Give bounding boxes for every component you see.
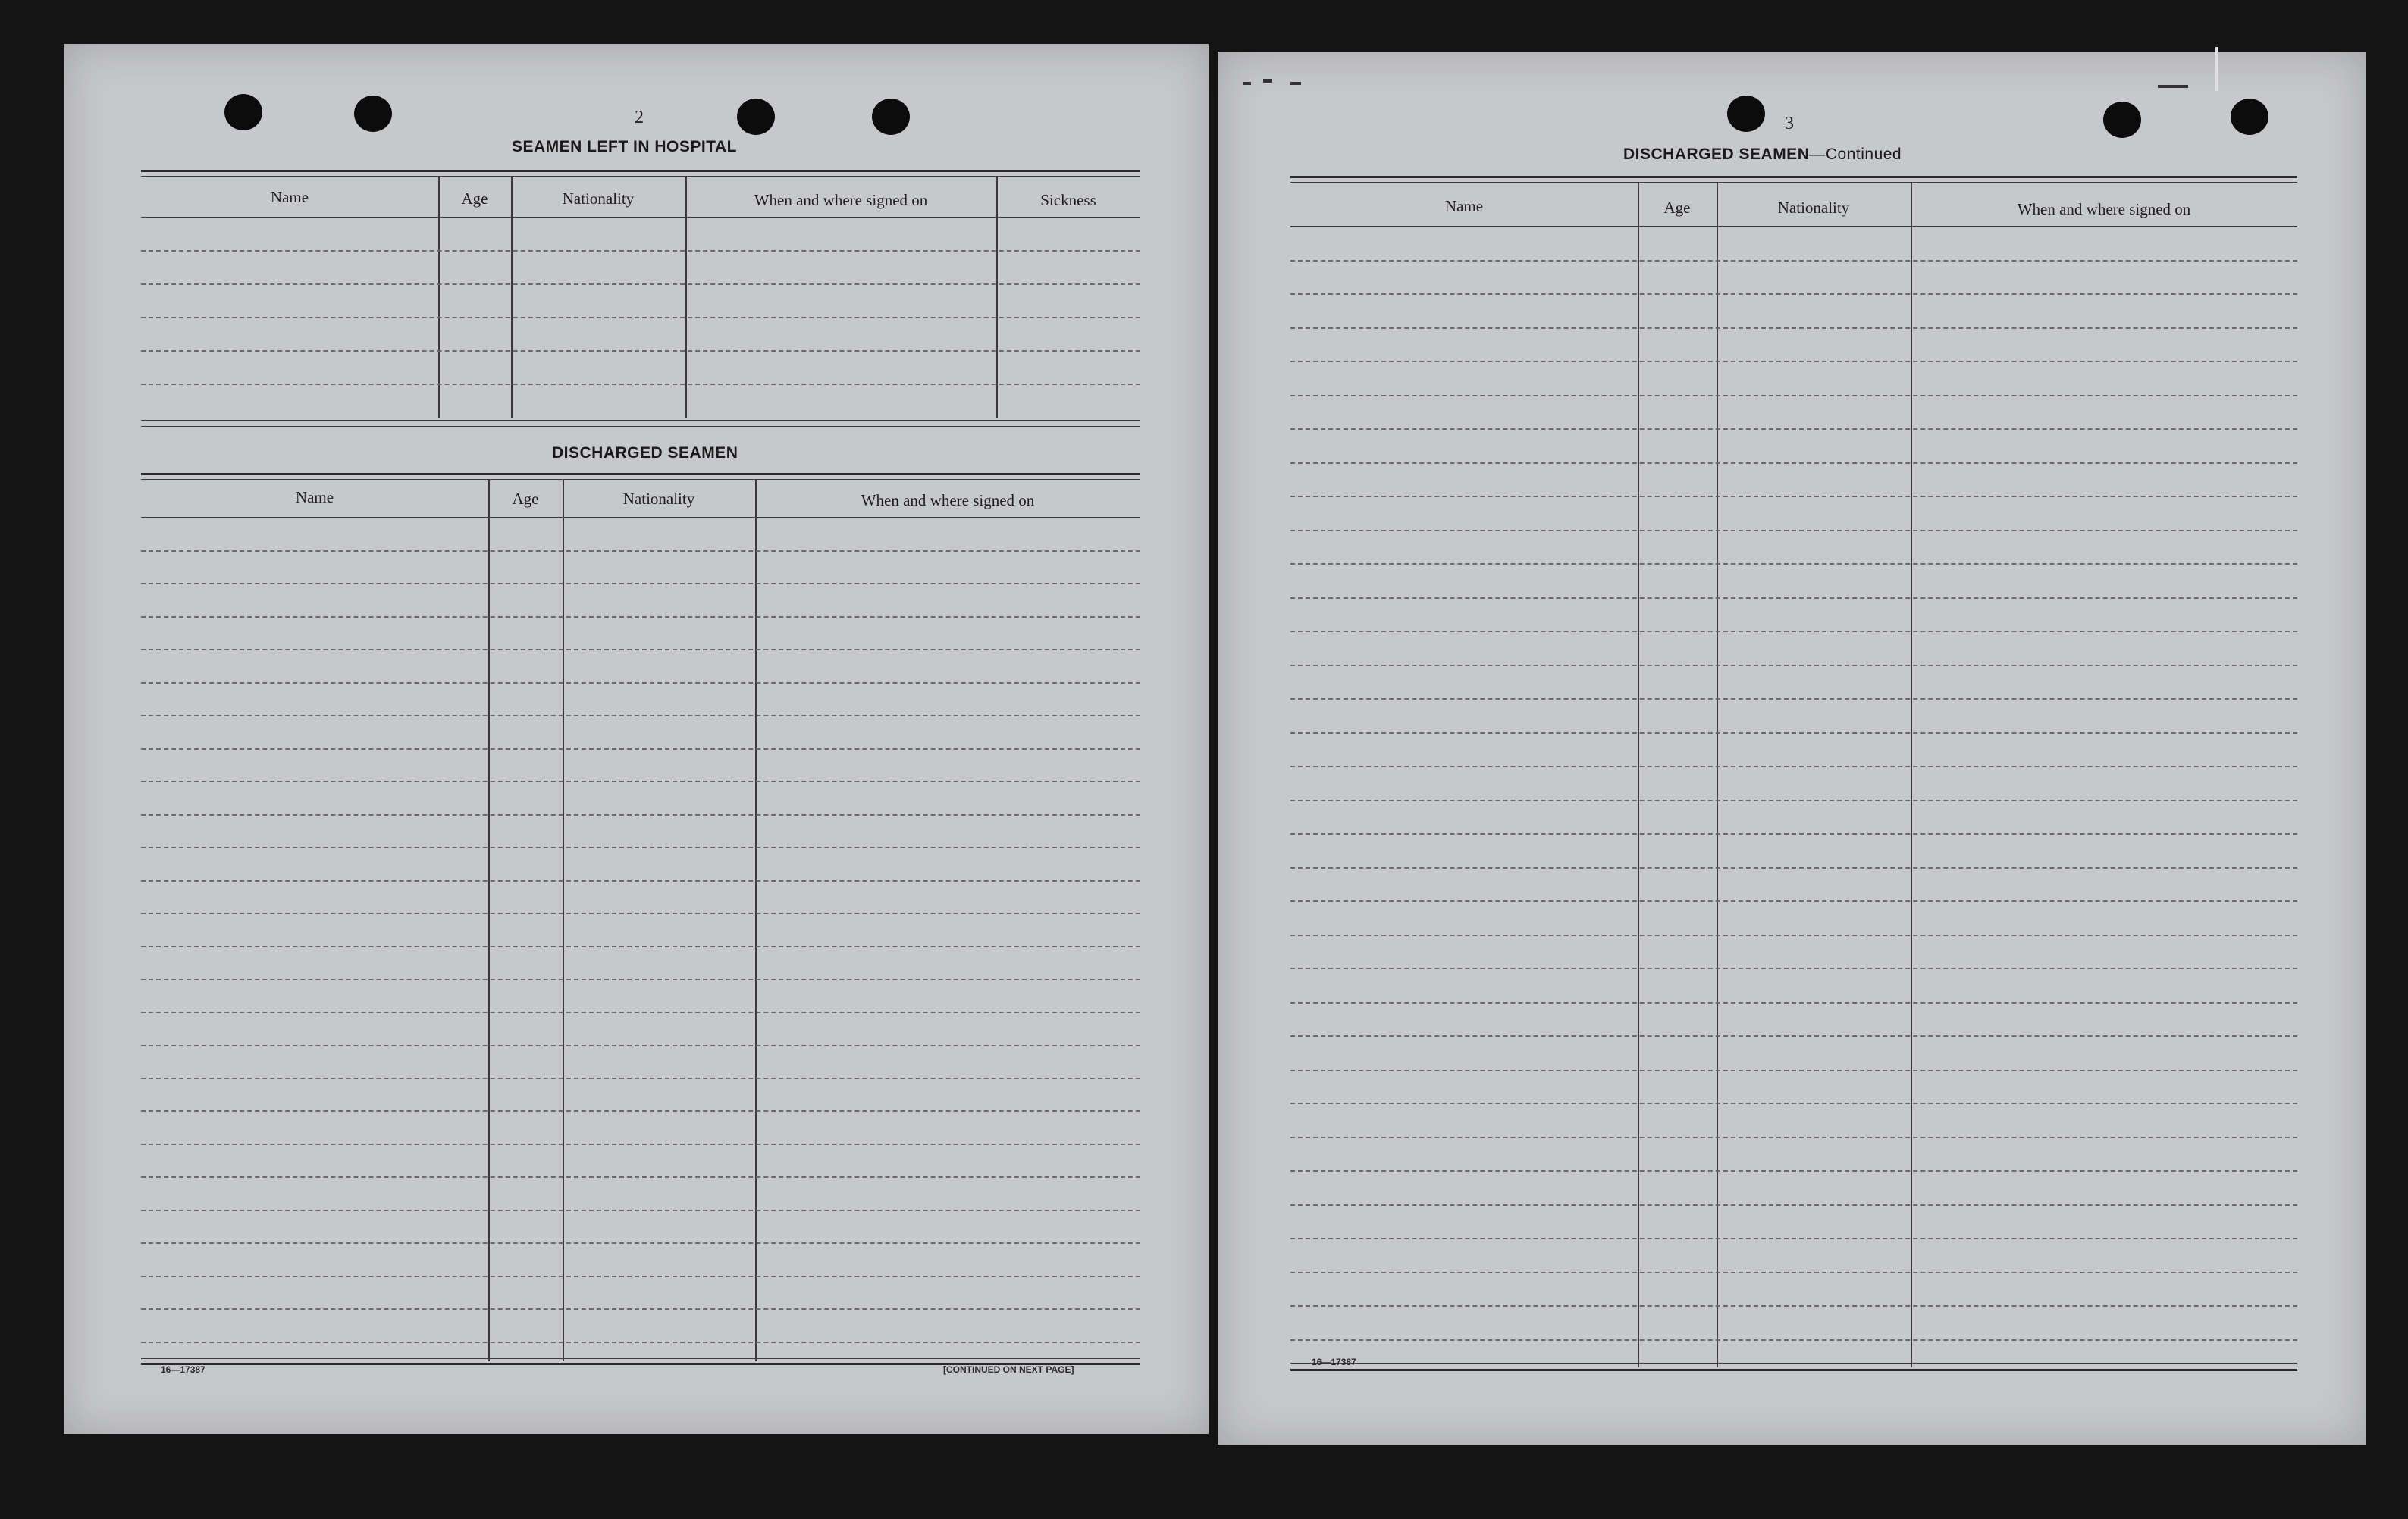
- form-number: 16—17387: [161, 1364, 205, 1375]
- table-row: [1290, 260, 2297, 262]
- table-row: [1290, 1305, 2297, 1307]
- table-row: [1290, 597, 2297, 599]
- table-row: [1290, 395, 2297, 396]
- table-row: [141, 979, 1140, 980]
- table-row: [141, 1144, 1140, 1145]
- table-bottom-rule: [141, 1358, 1140, 1359]
- table-row: [141, 1242, 1140, 1244]
- hospital-rows: [141, 217, 1140, 421]
- table-bottom-rule: [141, 426, 1140, 427]
- staple-mark: [2215, 47, 2218, 91]
- page-number: 3: [1785, 114, 1794, 133]
- table-row: [1290, 833, 2297, 835]
- table-row: [141, 1045, 1140, 1046]
- table-row: [141, 1012, 1140, 1013]
- table-row: [141, 814, 1140, 816]
- punch-hole: [2103, 102, 2141, 138]
- table-row: [1290, 1070, 2297, 1071]
- table-row: [141, 1276, 1140, 1277]
- ink-mark: [1243, 82, 1251, 85]
- table-row: [1290, 1339, 2297, 1341]
- table-row: [1290, 1170, 2297, 1172]
- table-row: [1290, 496, 2297, 497]
- table-row: [141, 350, 1140, 352]
- table-row: [1290, 665, 2297, 666]
- discharged-table-continued: [1290, 176, 2297, 1419]
- column-header-signed-on: When and where signed on: [2017, 200, 2191, 218]
- hospital-section-title: SEAMEN LEFT IN HOSPITAL: [512, 138, 737, 155]
- ink-mark: [1263, 79, 1272, 83]
- table-top-rule: [141, 170, 1140, 172]
- column-header-name: Name: [270, 188, 309, 206]
- table-row: [141, 384, 1140, 385]
- continued-note: [CONTINUED ON NEXT PAGE]: [943, 1364, 1074, 1375]
- table-row: [141, 649, 1140, 650]
- table-row: [1290, 361, 2297, 362]
- table-row: [141, 1078, 1140, 1079]
- table-row: [141, 616, 1140, 618]
- punch-hole: [354, 96, 392, 132]
- table-row: [141, 715, 1140, 716]
- table-row: [1290, 1238, 2297, 1239]
- discharged-rows: [1290, 226, 2297, 1363]
- column-header-sickness: Sickness: [1040, 191, 1096, 209]
- page-number: 2: [635, 108, 644, 127]
- table-top-rule: [1290, 182, 2297, 183]
- discharged-section-title: DISCHARGED SEAMEN: [552, 444, 738, 462]
- table-row: [141, 283, 1140, 285]
- table-row: [1290, 462, 2297, 464]
- table-row: [141, 880, 1140, 882]
- discharged-rows: [141, 517, 1140, 1358]
- table-row: [1290, 732, 2297, 734]
- discharged-title-main: DISCHARGED SEAMEN: [1623, 146, 1810, 163]
- punch-hole: [872, 99, 910, 135]
- table-row: [141, 550, 1140, 552]
- column-header-age: Age: [1663, 199, 1691, 217]
- table-row: [1290, 1002, 2297, 1004]
- table-row: [1290, 968, 2297, 969]
- table-row: [1290, 428, 2297, 430]
- table-row: [1290, 900, 2297, 902]
- table-row: [1290, 1103, 2297, 1104]
- table-row: [1290, 1035, 2297, 1037]
- table-bottom-rule: [1290, 1363, 2297, 1364]
- table-row: [141, 847, 1140, 848]
- table-row: [1290, 327, 2297, 329]
- table-row: [1290, 867, 2297, 869]
- column-header-name: Name: [295, 488, 334, 506]
- discharged-section-title: [1623, 146, 1902, 164]
- table-row: [141, 1210, 1140, 1211]
- column-header-nationality: Nationality: [562, 189, 635, 208]
- table-row: [141, 748, 1140, 750]
- punch-hole: [1727, 96, 1765, 132]
- punch-hole: [2231, 99, 2268, 135]
- form-number: 16—17387: [1312, 1357, 1356, 1367]
- ink-mark: [1290, 82, 1301, 85]
- table-row: [1290, 800, 2297, 801]
- punch-hole: [224, 94, 262, 130]
- column-header-nationality: Nationality: [622, 490, 695, 508]
- column-header-signed-on: When and where signed on: [861, 491, 1035, 509]
- table-top-rule: [141, 176, 1140, 177]
- right-page: [1218, 52, 2366, 1445]
- table-row: [141, 946, 1140, 947]
- column-header-name: Name: [1444, 197, 1484, 215]
- hospital-table: [141, 170, 1140, 470]
- left-page: [64, 44, 1209, 1434]
- column-header-nationality: Nationality: [1777, 199, 1850, 217]
- table-top-rule: [141, 473, 1140, 475]
- table-row: [1290, 293, 2297, 295]
- column-header-signed-on: When and where signed on: [754, 191, 928, 209]
- table-row: [1290, 631, 2297, 632]
- discharged-table: [141, 473, 1140, 1402]
- table-bottom-rule: [1290, 1369, 2297, 1371]
- table-row: [1290, 698, 2297, 700]
- table-row: [141, 317, 1140, 318]
- column-header-age: Age: [512, 490, 539, 508]
- table-top-rule: [141, 479, 1140, 480]
- table-row: [1290, 563, 2297, 565]
- punch-hole: [737, 99, 775, 135]
- table-row: [141, 682, 1140, 684]
- table-row: [1290, 935, 2297, 936]
- table-row: [141, 1176, 1140, 1178]
- table-bottom-rule: [141, 420, 1140, 421]
- table-row: [141, 250, 1140, 252]
- table-row: [141, 1308, 1140, 1310]
- table-row: [141, 1110, 1140, 1112]
- ink-mark: [2158, 85, 2188, 88]
- table-row: [141, 583, 1140, 584]
- discharged-title-continued: —Continued: [1809, 146, 1902, 163]
- column-header-age: Age: [461, 189, 488, 208]
- table-row: [1290, 530, 2297, 531]
- table-top-rule: [1290, 176, 2297, 178]
- table-row: [1290, 1272, 2297, 1273]
- table-row: [141, 913, 1140, 914]
- table-row: [1290, 1204, 2297, 1206]
- table-row: [141, 1342, 1140, 1343]
- table-row: [1290, 1137, 2297, 1138]
- table-row: [141, 781, 1140, 782]
- table-row: [1290, 766, 2297, 767]
